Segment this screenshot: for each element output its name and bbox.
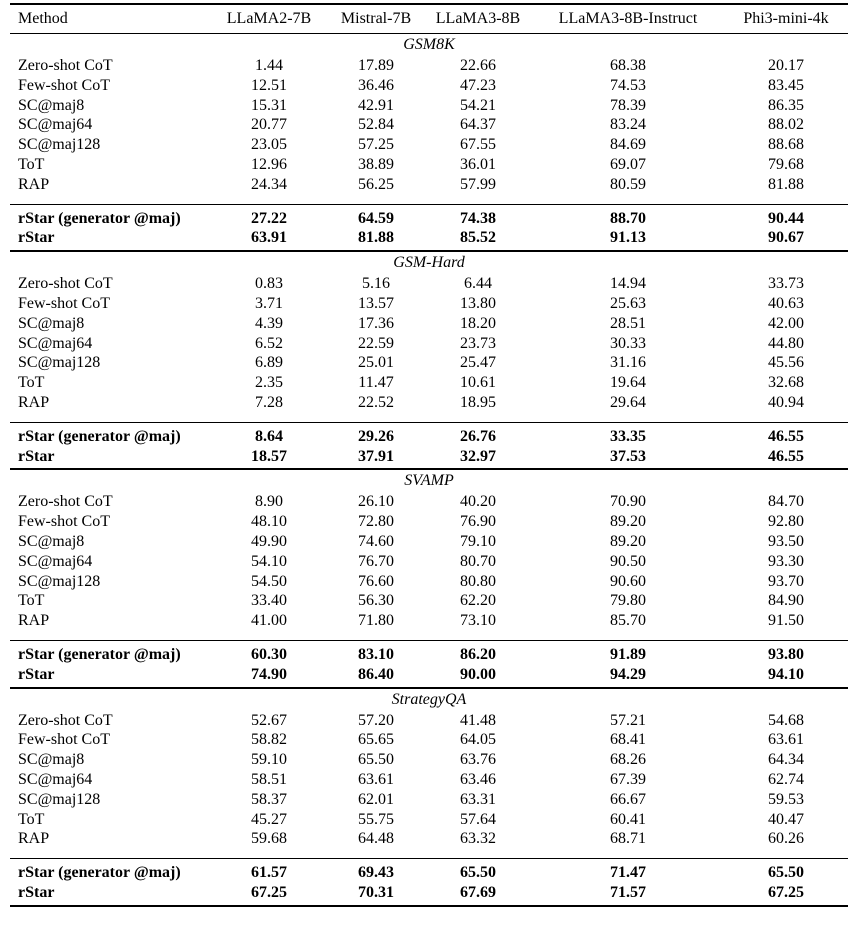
table-row — [10, 730, 848, 750]
value-cell: 65.50 — [460, 864, 496, 882]
method-cell: RAP — [18, 830, 50, 848]
method-cell: rStar — [18, 665, 55, 683]
value-cell: 68.38 — [610, 57, 646, 74]
value-cell: 40.94 — [768, 393, 804, 411]
value-cell: 14.94 — [610, 275, 646, 293]
section-block — [10, 34, 848, 252]
value-cell: 47.23 — [460, 76, 496, 94]
method-cell: ToT — [18, 374, 45, 392]
value-cell: 90.50 — [610, 552, 646, 570]
value-cell: 40.20 — [460, 493, 496, 511]
value-cell: 45.27 — [251, 810, 287, 828]
method-cell: Zero-shot CoT — [18, 493, 113, 511]
value-cell: 36.01 — [460, 155, 496, 173]
table-row — [10, 96, 848, 116]
header-model: LLaMA3-8B-Instruct — [558, 10, 698, 27]
value-cell: 83.45 — [768, 76, 804, 94]
value-cell: 32.68 — [768, 374, 804, 392]
method-cell: SC@maj64 — [18, 770, 93, 788]
value-cell: 6.44 — [464, 275, 492, 293]
table-body — [10, 34, 848, 907]
value-cell: 37.53 — [610, 447, 646, 465]
table-row — [10, 56, 848, 76]
value-cell: 28.51 — [610, 314, 646, 332]
method-cell: SC@maj64 — [18, 116, 93, 134]
value-cell: 40.63 — [768, 294, 804, 312]
value-cell: 69.07 — [610, 155, 646, 173]
table-row — [10, 155, 848, 175]
value-cell: 62.74 — [768, 770, 804, 788]
value-cell: 46.55 — [768, 447, 804, 465]
value-cell: 94.29 — [610, 665, 646, 683]
value-cell: 18.57 — [251, 447, 287, 465]
method-cell: SC@maj8 — [18, 532, 85, 550]
value-cell: 64.37 — [460, 116, 496, 134]
method-cell: SC@maj128 — [18, 572, 101, 590]
value-cell: 42.91 — [358, 96, 394, 114]
value-cell: 57.64 — [460, 810, 496, 828]
value-cell: 0.83 — [255, 275, 283, 293]
table-row — [10, 76, 848, 96]
value-cell: 26.76 — [460, 427, 496, 445]
method-cell: SC@maj8 — [18, 314, 85, 332]
value-cell: 2.35 — [255, 374, 283, 392]
value-cell: 67.39 — [610, 770, 646, 788]
section-rule — [10, 905, 848, 907]
table-row-highlight — [10, 427, 848, 447]
value-cell: 60.26 — [768, 830, 804, 848]
value-cell: 90.67 — [768, 229, 804, 247]
value-cell: 80.80 — [460, 572, 496, 590]
value-cell: 84.70 — [768, 493, 804, 511]
value-cell: 74.53 — [610, 76, 646, 94]
value-cell: 54.68 — [768, 711, 804, 729]
value-cell: 73.10 — [460, 612, 496, 630]
results-table — [10, 3, 848, 907]
section-title: GSM8K — [403, 36, 455, 53]
value-cell: 89.20 — [610, 513, 646, 531]
value-cell: 66.67 — [610, 790, 646, 808]
table-row — [10, 115, 848, 135]
value-cell: 63.76 — [460, 751, 496, 769]
value-cell: 74.60 — [358, 532, 394, 550]
method-cell: rStar — [18, 229, 55, 247]
value-cell: 91.89 — [610, 645, 646, 663]
value-cell: 63.32 — [460, 830, 496, 848]
value-cell: 30.33 — [610, 334, 646, 352]
table-row — [10, 393, 848, 413]
method-cell: Few-shot CoT — [18, 294, 110, 312]
method-cell: RAP — [18, 612, 50, 630]
value-cell: 25.01 — [358, 354, 394, 372]
header-model: Phi3-mini-4k — [743, 10, 829, 27]
table-row — [10, 373, 848, 393]
method-cell: SC@maj128 — [18, 136, 101, 154]
value-cell: 91.13 — [610, 229, 646, 247]
header-model: Mistral-7B — [340, 10, 412, 27]
header-method: Method — [18, 10, 68, 27]
value-cell: 23.73 — [460, 334, 496, 352]
value-cell: 88.68 — [768, 136, 804, 154]
value-cell: 54.50 — [251, 572, 287, 590]
value-cell: 25.63 — [610, 294, 646, 312]
value-cell: 64.34 — [768, 751, 804, 769]
value-cell: 65.50 — [358, 751, 394, 769]
value-cell: 27.22 — [251, 209, 287, 227]
value-cell: 19.64 — [610, 374, 646, 392]
table-row — [10, 532, 848, 552]
table-row — [10, 790, 848, 810]
value-cell: 62.20 — [460, 592, 496, 610]
header-model: LLaMA3-8B — [435, 10, 521, 27]
value-cell: 12.51 — [251, 76, 287, 94]
value-cell: 88.70 — [610, 209, 646, 227]
spacer — [10, 195, 848, 204]
value-cell: 18.95 — [460, 393, 496, 411]
value-cell: 85.70 — [610, 612, 646, 630]
value-cell: 13.80 — [460, 294, 496, 312]
value-cell: 5.16 — [362, 275, 390, 293]
table-row — [10, 572, 848, 592]
value-cell: 63.61 — [358, 770, 394, 788]
method-cell: Few-shot CoT — [18, 76, 110, 94]
value-cell: 56.30 — [358, 592, 394, 610]
table-row — [10, 274, 848, 294]
table-row — [10, 353, 848, 373]
value-cell: 20.77 — [251, 116, 287, 134]
value-cell: 88.02 — [768, 116, 804, 134]
value-cell: 79.10 — [460, 532, 496, 550]
value-cell: 33.35 — [610, 427, 646, 445]
value-cell: 54.10 — [251, 552, 287, 570]
value-cell: 58.37 — [251, 790, 287, 808]
method-cell: rStar (generator @maj) — [18, 209, 181, 227]
value-cell: 33.73 — [768, 275, 804, 293]
method-cell: SC@maj64 — [18, 552, 93, 570]
value-cell: 8.64 — [255, 427, 283, 445]
section-block — [10, 689, 848, 907]
value-cell: 60.41 — [610, 810, 646, 828]
value-cell: 86.40 — [358, 665, 394, 683]
value-cell: 12.96 — [251, 155, 287, 173]
value-cell: 57.25 — [358, 136, 394, 154]
value-cell: 93.70 — [768, 572, 804, 590]
value-cell: 80.70 — [460, 552, 496, 570]
value-cell: 64.59 — [358, 209, 394, 227]
table-row — [10, 711, 848, 731]
value-cell: 8.90 — [255, 493, 283, 511]
table-row — [10, 135, 848, 155]
method-cell: RAP — [18, 175, 50, 193]
value-cell: 48.10 — [251, 513, 287, 531]
value-cell: 71.47 — [610, 864, 646, 882]
value-cell: 74.90 — [251, 665, 287, 683]
value-cell: 80.59 — [610, 175, 646, 193]
value-cell: 74.38 — [460, 209, 496, 227]
spacer — [10, 631, 848, 640]
value-cell: 84.90 — [768, 592, 804, 610]
value-cell: 57.20 — [358, 711, 394, 729]
value-cell: 46.55 — [768, 427, 804, 445]
table-row-highlight — [10, 447, 848, 467]
value-cell: 38.89 — [358, 155, 394, 173]
value-cell: 6.89 — [255, 354, 283, 372]
value-cell: 7.28 — [255, 393, 283, 411]
value-cell: 68.26 — [610, 751, 646, 769]
table-row — [10, 591, 848, 611]
header-model: LLaMA2-7B — [226, 10, 312, 27]
value-cell: 67.55 — [460, 136, 496, 154]
value-cell: 6.52 — [255, 334, 283, 352]
table-row — [10, 512, 848, 532]
section-block — [10, 252, 848, 470]
value-cell: 36.46 — [358, 76, 394, 94]
value-cell: 22.59 — [358, 334, 394, 352]
section-title: SVAMP — [404, 472, 454, 490]
value-cell: 64.05 — [460, 731, 496, 749]
value-cell: 11.47 — [358, 374, 394, 392]
value-cell: 44.80 — [768, 334, 804, 352]
value-cell: 90.44 — [768, 209, 804, 227]
table-row — [10, 829, 848, 849]
value-cell: 10.61 — [460, 374, 496, 392]
method-cell: ToT — [18, 155, 45, 173]
method-cell: Few-shot CoT — [18, 513, 110, 531]
value-cell: 15.31 — [251, 96, 287, 114]
method-cell: SC@maj128 — [18, 354, 101, 372]
value-cell: 76.60 — [358, 572, 394, 590]
value-cell: 93.50 — [768, 532, 804, 550]
value-cell: 65.50 — [768, 864, 804, 882]
value-cell: 64.48 — [358, 830, 394, 848]
value-cell: 81.88 — [358, 229, 394, 247]
value-cell: 49.90 — [251, 532, 287, 550]
method-cell: Few-shot CoT — [18, 731, 110, 749]
value-cell: 20.17 — [768, 57, 804, 74]
method-cell: Zero-shot CoT — [18, 57, 113, 74]
table-row — [10, 810, 848, 830]
value-cell: 70.31 — [358, 883, 394, 901]
table-row-highlight — [10, 645, 848, 665]
value-cell: 4.39 — [255, 314, 283, 332]
table-row — [10, 492, 848, 512]
value-cell: 26.10 — [358, 493, 394, 511]
value-cell: 76.90 — [460, 513, 496, 531]
value-cell: 58.82 — [251, 731, 287, 749]
method-cell: SC@maj8 — [18, 751, 85, 769]
value-cell: 41.48 — [460, 711, 496, 729]
value-cell: 55.75 — [358, 810, 394, 828]
table-row — [10, 314, 848, 334]
value-cell: 67.25 — [251, 883, 287, 901]
table-row-highlight — [10, 209, 848, 229]
value-cell: 92.80 — [768, 513, 804, 531]
value-cell: 32.97 — [460, 447, 496, 465]
value-cell: 3.71 — [255, 294, 283, 312]
value-cell: 59.10 — [251, 751, 287, 769]
method-cell: rStar — [18, 447, 55, 465]
value-cell: 1.44 — [255, 57, 283, 74]
method-cell: SC@maj64 — [18, 334, 93, 352]
value-cell: 17.36 — [358, 314, 394, 332]
value-cell: 52.67 — [251, 711, 287, 729]
table-row — [10, 294, 848, 314]
section-title: StrategyQA — [391, 690, 467, 708]
value-cell: 93.30 — [768, 552, 804, 570]
value-cell: 62.01 — [358, 790, 394, 808]
value-cell: 68.41 — [610, 731, 646, 749]
method-cell: ToT — [18, 810, 45, 828]
value-cell: 59.68 — [251, 830, 287, 848]
value-cell: 17.89 — [358, 57, 394, 74]
value-cell: 63.31 — [460, 790, 496, 808]
value-cell: 78.39 — [610, 96, 646, 114]
value-cell: 31.16 — [610, 354, 646, 372]
value-cell: 91.50 — [768, 612, 804, 630]
method-cell: SC@maj8 — [18, 96, 85, 114]
value-cell: 90.00 — [460, 665, 496, 683]
value-cell: 29.64 — [610, 393, 646, 411]
table-row-highlight — [10, 665, 848, 685]
value-cell: 41.00 — [251, 612, 287, 630]
value-cell: 79.80 — [610, 592, 646, 610]
value-cell: 67.25 — [768, 883, 804, 901]
value-cell: 89.20 — [610, 532, 646, 550]
value-cell: 33.40 — [251, 592, 287, 610]
value-cell: 23.05 — [251, 136, 287, 154]
value-cell: 22.66 — [460, 57, 496, 74]
value-cell: 79.68 — [768, 155, 804, 173]
section-block — [10, 470, 848, 688]
value-cell: 93.80 — [768, 645, 804, 663]
table-row — [10, 750, 848, 770]
table-row-highlight — [10, 863, 848, 883]
value-cell: 72.80 — [358, 513, 394, 531]
section-title: GSM-Hard — [393, 254, 465, 272]
spacer — [10, 849, 848, 858]
method-cell: SC@maj128 — [18, 790, 101, 808]
value-cell: 68.71 — [610, 830, 646, 848]
value-cell: 63.91 — [251, 229, 287, 247]
table-row — [10, 611, 848, 631]
method-cell: rStar (generator @maj) — [18, 864, 181, 882]
table-row-highlight — [10, 883, 848, 903]
value-cell: 25.47 — [460, 354, 496, 372]
value-cell: 56.25 — [358, 175, 394, 193]
value-cell: 59.53 — [768, 790, 804, 808]
value-cell: 71.57 — [610, 883, 646, 901]
method-cell: ToT — [18, 592, 45, 610]
value-cell: 81.88 — [768, 175, 804, 193]
value-cell: 52.84 — [358, 116, 394, 134]
value-cell: 86.35 — [768, 96, 804, 114]
value-cell: 83.24 — [610, 116, 646, 134]
method-cell: rStar — [18, 883, 55, 901]
table-row-highlight — [10, 228, 848, 248]
value-cell: 40.47 — [768, 810, 804, 828]
value-cell: 83.10 — [358, 645, 394, 663]
value-cell: 42.00 — [768, 314, 804, 332]
value-cell: 65.65 — [358, 731, 394, 749]
value-cell: 60.30 — [251, 645, 287, 663]
value-cell: 58.51 — [251, 770, 287, 788]
value-cell: 24.34 — [251, 175, 287, 193]
table-row — [10, 770, 848, 790]
value-cell: 57.99 — [460, 175, 496, 193]
value-cell: 29.26 — [358, 427, 394, 445]
value-cell: 18.20 — [460, 314, 496, 332]
value-cell: 71.80 — [358, 612, 394, 630]
value-cell: 70.90 — [610, 493, 646, 511]
method-cell: Zero-shot CoT — [18, 711, 113, 729]
value-cell: 22.52 — [358, 393, 394, 411]
value-cell: 84.69 — [610, 136, 646, 154]
value-cell: 90.60 — [610, 572, 646, 590]
method-cell: rStar (generator @maj) — [18, 427, 181, 445]
value-cell: 63.46 — [460, 770, 496, 788]
table-row — [10, 334, 848, 354]
table-row — [10, 552, 848, 572]
value-cell: 45.56 — [768, 354, 804, 372]
spacer — [10, 413, 848, 422]
value-cell: 61.57 — [251, 864, 287, 882]
value-cell: 85.52 — [460, 229, 496, 247]
value-cell: 13.57 — [358, 294, 394, 312]
value-cell: 67.69 — [460, 883, 496, 901]
method-cell: rStar (generator @maj) — [18, 645, 181, 663]
value-cell: 94.10 — [768, 665, 804, 683]
value-cell: 54.21 — [460, 96, 496, 114]
value-cell: 57.21 — [610, 711, 646, 729]
method-cell: Zero-shot CoT — [18, 275, 113, 293]
value-cell: 86.20 — [460, 645, 496, 663]
method-cell: RAP — [18, 393, 50, 411]
header-row — [10, 5, 848, 33]
value-cell: 37.91 — [358, 447, 394, 465]
value-cell: 69.43 — [358, 864, 394, 882]
value-cell: 63.61 — [768, 731, 804, 749]
value-cell: 76.70 — [358, 552, 394, 570]
table-row — [10, 175, 848, 195]
